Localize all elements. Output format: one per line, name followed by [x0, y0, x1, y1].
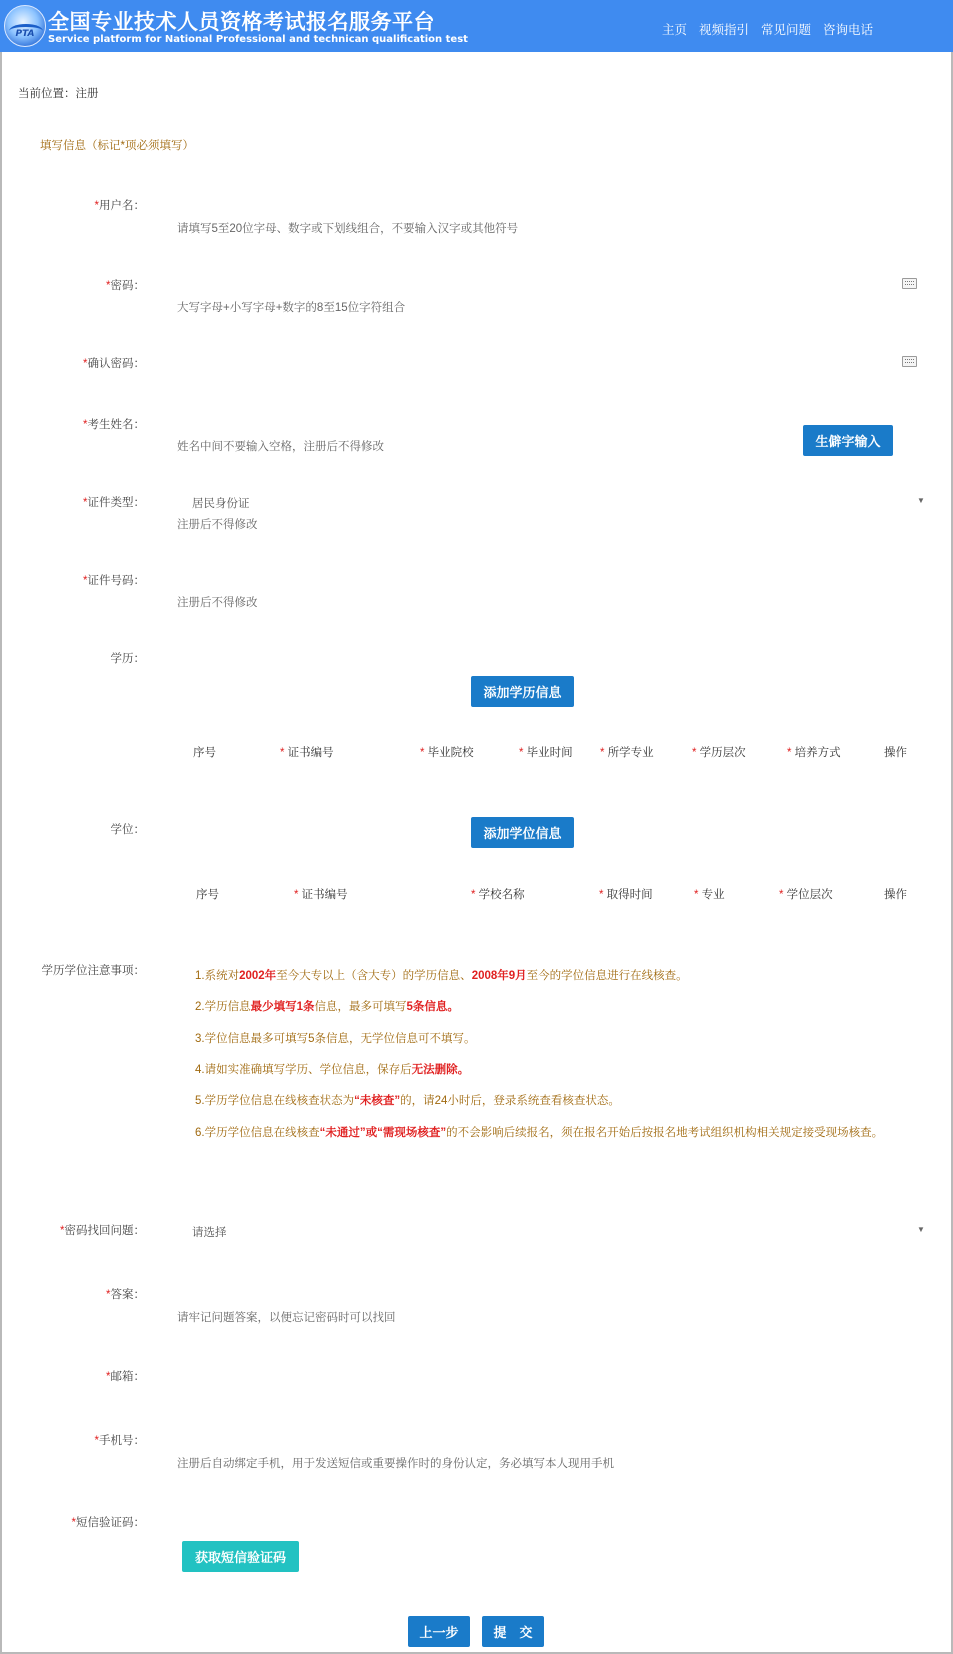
confirm-password-label: *确认密码：	[83, 358, 145, 370]
site-logo	[4, 5, 46, 47]
site-header	[0, 0, 953, 52]
notice-item: 4.请如实准确填写学历、学位信息，保存后无法删除。	[195, 1064, 470, 1076]
site-title: 全国专业技术人员资格考试报名服务平台	[48, 11, 435, 34]
notice-item: 6.学历学位信息在线核查“未通过”或“需现场核查”的不会影响后续报名，须在报名开始后按报名地考试组织机构相关规定接受现场核查。	[195, 1127, 884, 1139]
username-hint: 请填写5至20位字母、数字或下划线组合，不要输入汉字或其他符号	[177, 223, 519, 235]
nav-contact[interactable]: 咨询电话	[823, 23, 874, 37]
security-question-label: *密码找回问题：	[60, 1225, 145, 1237]
answer-hint: 请牢记问题答案，以便忘记密码时可以找回	[177, 1312, 396, 1324]
education-table-header	[0, 744, 953, 760]
notice-item: 1.系统对2002年至今大专以上（含大专）的学历信息、2008年9月至今的学位信息进行在线核查。	[195, 970, 688, 982]
phone-hint: 注册后自动绑定手机，用于发送短信或重要操作时的身份认定，务必填写本人现用手机	[177, 1458, 614, 1470]
column-header: * 证书编号	[280, 747, 334, 759]
degree-label: 学位：	[110, 824, 145, 836]
column-header: * 证书编号	[294, 889, 348, 901]
notice-item: 2.学历信息最少填写1条信息，最多可填写5条信息。	[195, 1001, 459, 1013]
previous-step-button[interactable]: 上一步	[408, 1616, 470, 1647]
column-header: * 毕业时间	[519, 747, 573, 759]
top-nav	[662, 20, 873, 38]
column-header: * 专业	[694, 889, 725, 901]
id-number-input[interactable]	[177, 567, 927, 589]
column-header: * 取得时间	[599, 889, 653, 901]
column-header: * 所学专业	[600, 747, 654, 759]
column-header: 操作	[884, 889, 907, 901]
nav-home[interactable]: 主页	[662, 23, 688, 37]
name-hint: 姓名中间不要输入空格，注册后不得修改	[177, 441, 384, 453]
column-header: * 学位层次	[779, 889, 833, 901]
add-degree-button[interactable]: 添加学位信息	[471, 817, 574, 848]
name-input[interactable]	[177, 411, 787, 433]
email-input[interactable]	[177, 1363, 927, 1385]
column-header: * 学历层次	[692, 747, 746, 759]
column-header: 操作	[884, 747, 907, 759]
phone-input[interactable]	[177, 1427, 927, 1449]
add-education-button[interactable]: 添加学历信息	[471, 676, 574, 707]
id-type-select[interactable]: 居民身份证	[192, 498, 250, 510]
submit-button[interactable]: 提 交	[482, 1616, 544, 1647]
nav-faq[interactable]: 常见问题	[761, 23, 812, 37]
id-number-label: *证件号码：	[83, 575, 145, 587]
email-label: *邮箱：	[106, 1371, 145, 1383]
id-type-label: *证件类型：	[83, 497, 145, 509]
notice-item: 3.学位信息最多可填写5条信息，无学位信息可不填写。	[195, 1033, 476, 1045]
phone-label: *手机号：	[94, 1435, 145, 1447]
education-label: 学历：	[110, 653, 145, 665]
notice-item: 5.学历学位信息在线核查状态为“未核查”的，请24小时后，登录系统查看核查状态。	[195, 1095, 620, 1107]
column-header: 序号	[196, 889, 219, 901]
id-type-hint: 注册后不得修改	[177, 519, 258, 531]
answer-label: *答案：	[106, 1289, 145, 1301]
column-header: * 毕业院校	[420, 747, 474, 759]
password-hint: 大写字母+小写字母+数字的8至15位字符组合	[177, 302, 406, 314]
column-header: * 学校名称	[471, 889, 525, 901]
keyboard-icon[interactable]	[902, 356, 917, 367]
answer-input[interactable]	[177, 1281, 927, 1303]
get-sms-code-button[interactable]: 获取短信验证码	[182, 1541, 299, 1572]
username-label: *用户名：	[94, 200, 145, 212]
rare-char-input-button[interactable]: 生僻字输入	[803, 425, 893, 456]
degree-table-header	[0, 886, 953, 902]
id-number-hint: 注册后不得修改	[177, 597, 258, 609]
password-label: *密码：	[106, 280, 145, 292]
sms-code-label: *短信验证码：	[71, 1517, 145, 1529]
section-note: 填写信息（标记*项必须填写）	[40, 140, 194, 152]
notes-label: 学历学位注意事项：	[41, 965, 145, 977]
logo-text: PTA	[15, 29, 35, 39]
column-header: 序号	[193, 747, 216, 759]
column-header: * 培养方式	[787, 747, 841, 759]
username-input[interactable]	[177, 192, 927, 214]
confirm-password-input[interactable]	[177, 350, 887, 372]
name-label: *考生姓名：	[83, 419, 145, 431]
dropdown-arrow-icon[interactable]: ▼	[917, 1225, 925, 1234]
sms-code-input[interactable]	[177, 1509, 927, 1531]
nav-video-guide[interactable]: 视频指引	[699, 23, 750, 37]
dropdown-arrow-icon[interactable]: ▼	[917, 496, 925, 505]
breadcrumb: 当前位置：注册	[18, 88, 99, 100]
site-subtitle: Service platform for National Professional and technican qualification test	[48, 34, 468, 45]
security-question-select[interactable]: 请选择	[192, 1227, 227, 1239]
password-input[interactable]	[177, 272, 887, 294]
keyboard-icon[interactable]	[902, 278, 917, 289]
